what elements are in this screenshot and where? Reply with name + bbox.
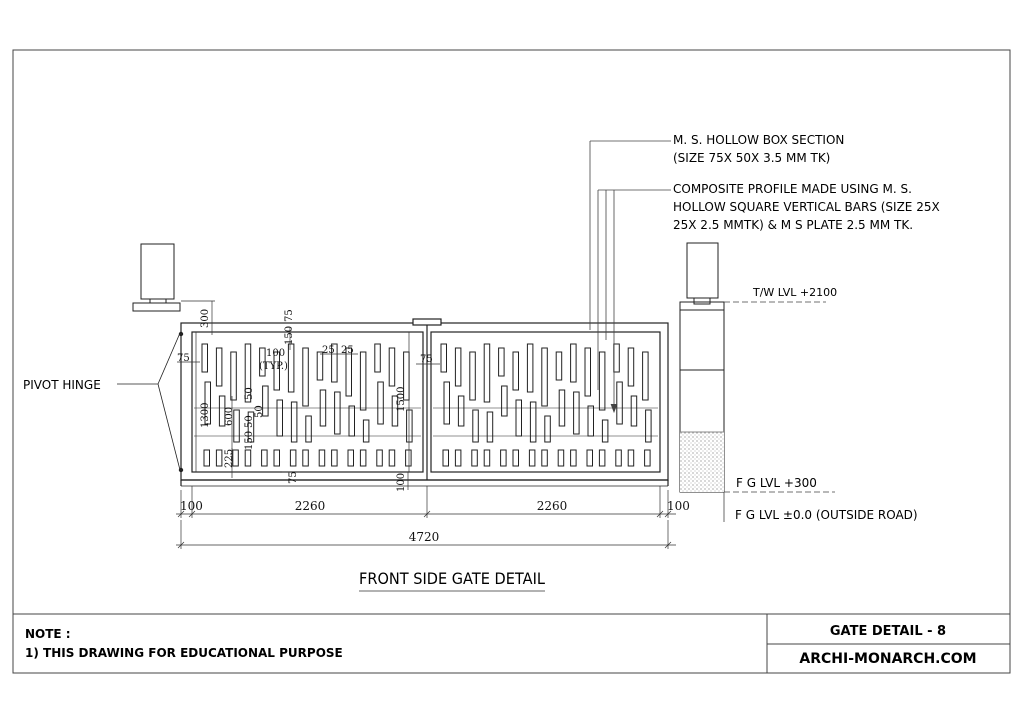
gate-bar-lower <box>542 450 548 466</box>
gate-bar-upper <box>585 348 591 396</box>
gate-bar-lower <box>571 450 577 466</box>
gate-bar-middle <box>458 396 464 426</box>
gate-bar-middle <box>574 392 580 434</box>
gate-bar-middle <box>617 382 623 424</box>
gate-bar-lower <box>274 450 280 466</box>
gate-bar-middle <box>631 396 637 426</box>
dim-100-typ: 100 <box>266 348 286 359</box>
dim-50-c: 50 <box>244 387 255 400</box>
callout-composite-2: HOLLOW SQUARE VERTICAL BARS (SIZE 25X <box>673 200 940 214</box>
note-line: 1) THIS DRAWING FOR EDUCATIONAL PURPOSE <box>25 646 343 660</box>
gate-bars-right-leaf <box>433 344 658 466</box>
gate-bar-lower <box>616 450 622 466</box>
gate-bar-lower <box>290 450 296 466</box>
gate-bar-lower <box>645 450 651 466</box>
gate-bar-lower <box>348 450 354 466</box>
dim-1500: 1500 <box>396 386 407 412</box>
gate-bar-upper <box>303 348 309 406</box>
dim-150: 150 <box>284 325 295 345</box>
gate-bar-middle <box>545 416 551 442</box>
gate-bar-lower <box>484 450 490 466</box>
dim-150-side: 150 <box>244 430 255 450</box>
gate-bar-middle <box>349 406 355 436</box>
gate-bar-lower <box>587 450 593 466</box>
gate-bar-middle <box>335 392 341 434</box>
gate-bar-upper <box>360 352 366 410</box>
gate-bar-upper <box>628 348 634 386</box>
dim-bottom-2260-left: 2260 <box>294 499 326 513</box>
pivot-hinge-callout <box>117 332 183 472</box>
gate-bar-lower <box>332 450 338 466</box>
gate-bar-upper <box>499 348 505 376</box>
callout-composite-1: COMPOSITE PROFILE MADE USING M. S. <box>673 182 912 196</box>
gate-bar-lower <box>216 450 222 466</box>
drawing-title: FRONT SIDE GATE DETAIL <box>359 569 546 588</box>
gate-bar-lower <box>529 450 535 466</box>
gate-bar-lower <box>303 450 309 466</box>
dim-1300: 1300 <box>200 402 211 428</box>
gate-bar-lower <box>377 450 383 466</box>
gate-bar-lower <box>262 450 268 466</box>
gate-bar-lower <box>443 450 449 466</box>
gate-bar-upper <box>288 344 294 392</box>
gate-bar-lower <box>513 450 519 466</box>
gate-bar-upper <box>527 344 533 392</box>
gate-bar-lower <box>245 450 251 466</box>
gate-bar-lower <box>319 450 325 466</box>
gate-bar-upper <box>571 344 577 382</box>
right-pillar <box>680 243 724 492</box>
gate-bar-lower <box>204 450 210 466</box>
gate-bar-middle <box>277 400 283 436</box>
gate-bar-upper <box>202 344 208 372</box>
gate-bar-middle <box>502 386 508 416</box>
dim-600: 600 <box>224 406 235 426</box>
gate-bar-middle <box>363 420 369 442</box>
gate-bar-lower <box>389 450 395 466</box>
gate-bar-lower <box>472 450 478 466</box>
gate-bar-lower <box>406 450 412 466</box>
gate-bar-lower <box>628 450 634 466</box>
dim-bottom-100-left: 100 <box>180 499 203 513</box>
dim-25-a: 25 <box>322 345 335 356</box>
dim-50-a: 50 <box>244 415 255 428</box>
dim-25-b: 25 <box>341 345 354 356</box>
gate-bar-upper <box>216 348 222 386</box>
gate-bar-upper <box>542 348 548 406</box>
dim-75-mid: 75 <box>420 354 433 365</box>
level-fg-road: F G LVL ±0.0 (OUTSIDE ROAD) <box>735 508 918 522</box>
left-pillar <box>133 244 180 311</box>
gate-bar-upper <box>614 344 620 372</box>
dim-75-bottom: 75 <box>288 471 299 484</box>
gate-bar-lower <box>455 450 461 466</box>
callout-composite-3: 25X 2.5 MMTK) & M S PLATE 2.5 MM TK. <box>673 218 914 232</box>
dim-overall-4720: 4720 <box>408 530 440 544</box>
pivot-hinge-label: PIVOT HINGE <box>23 378 101 392</box>
gate-bar-middle <box>378 382 384 424</box>
gate-bar-middle <box>487 412 493 442</box>
gate-frame <box>181 319 668 486</box>
gate-bar-upper <box>513 352 519 390</box>
dim-bottom-2260-right: 2260 <box>536 499 568 513</box>
dim-100-bottom: 100 <box>396 472 407 492</box>
dim-50-b: 50 <box>254 405 265 418</box>
callout-hollow-box-2: (SIZE 75X 50X 3.5 MM TK) <box>673 151 831 165</box>
gate-bar-middle <box>516 400 522 436</box>
gate-bar-upper <box>455 348 461 386</box>
dim-225: 225 <box>224 448 235 468</box>
dim-75-left: 75 <box>177 353 190 364</box>
gate-bar-upper <box>317 352 323 380</box>
gate-bar-upper <box>470 352 476 400</box>
callout-leaders <box>590 141 671 412</box>
sheet-title: GATE DETAIL - 8 <box>829 624 947 639</box>
dim-75-top: 75 <box>284 309 295 322</box>
gate-bar-middle <box>444 382 450 424</box>
gate-bar-upper <box>375 344 381 372</box>
gate-bar-upper <box>643 352 649 400</box>
title-block <box>13 614 1010 673</box>
gate-bar-lower <box>558 450 564 466</box>
gate-bar-lower <box>501 450 507 466</box>
gate-bar-lower <box>599 450 605 466</box>
gate-bar-upper <box>389 348 395 386</box>
gate-bar-upper <box>231 352 237 400</box>
gate-bar-middle <box>646 410 652 442</box>
gate-bar-middle <box>473 410 479 442</box>
gate-bar-upper <box>441 344 447 372</box>
level-tw: T/W LVL +2100 <box>753 286 838 299</box>
bottom-dimension-labels <box>180 499 690 544</box>
callout-hollow-box-1: M. S. HOLLOW BOX SECTION <box>673 133 845 147</box>
gate-bar-upper <box>484 344 490 402</box>
note-title: NOTE : <box>25 627 71 641</box>
website: ARCHI-MONARCH.COM <box>799 651 977 667</box>
dim-300: 300 <box>200 308 211 328</box>
gate-bar-middle <box>306 416 312 442</box>
gate-bar-middle <box>602 420 608 442</box>
dim-typ: (TYP.) <box>259 361 288 372</box>
gate-bars-left-leaf <box>194 344 421 466</box>
dim-bottom-100-right: 100 <box>667 499 690 513</box>
gate-bar-upper <box>556 352 562 380</box>
level-fg: F G LVL +300 <box>736 476 817 490</box>
gate-bar-lower <box>360 450 366 466</box>
gate-bar-upper <box>599 352 605 410</box>
gate-bar-middle <box>588 406 594 436</box>
